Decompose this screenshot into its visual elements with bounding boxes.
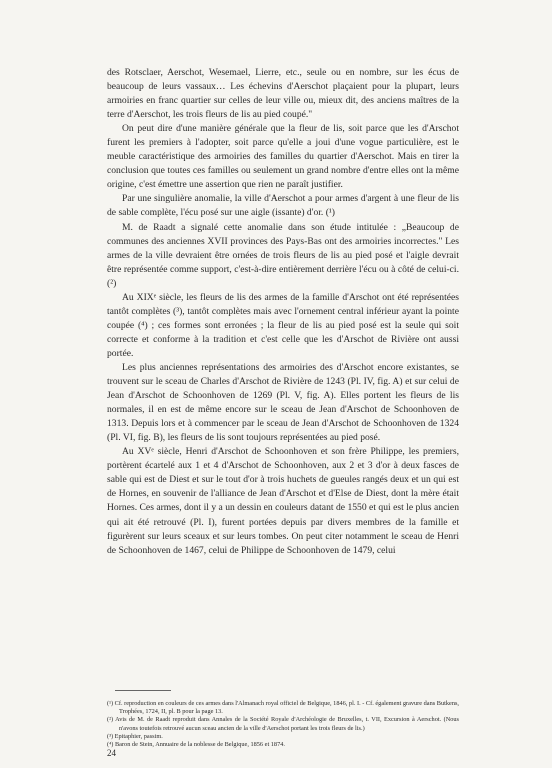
footnotes <box>107 700 459 749</box>
footnote-2: (²) Avis de M. de Raadt reproduit dans Annales de la Société Royale d'Archéologie de Bruxelles, t. VII, Excursion à Aerschot. (Nous n'avons toutefois retrouvé aucun sceau ancien de la ville d'Aerschot portant les trois fleurs de lis.) <box>107 716 459 732</box>
body-text <box>107 66 459 558</box>
footnote-4: (⁴) Baron de Stein, Annuaire de la noblesse de Belgique, 1856 et 1874. <box>107 741 285 749</box>
paragraph-7: Au XVᵉ siècle, Henri d'Arschot de Schoonhoven et son frère Philippe, les premiers, portèrent écartelé aux 1 et 4 d'Arschot de Schoonhoven, aux 2 et 3 d'or à deux fasces de sable qui est de Diest et sur le tout d'or à trois huchets de gueules rangés deux et un qui est de Hornes, en souvenir de l'alliance de Jean d'Arschot et d'Else de Diest, dont la mère était Hornes. Ces armes, dont il y a un dessin en couleurs datant de 1550 et qui est le plus ancien qui ait été retrouvé (Pl. I), furent portées depuis par divers membres de la famille et figurèrent sur leurs sceaux et sur leurs tombes. On peut citer notamment le sceau de Henri de Schoonhoven de 1467, celui de Philippe de Schoonhoven de 1479, celui <box>107 446 459 556</box>
paragraph-6: Les plus anciennes représentations des armoiries des d'Arschot encore existantes, se trouvent sur le sceau de Charles d'Arschot de Rivière de 1243 (Pl. IV, fig. A) et sur celui de Jean d'Arschot de Schoonhoven de 1269 (Pl. V, fig. A). Elles portent les fleurs de lis normales, il en est de même encore sur le sceau de Jean d'Arschot de Schoonhoven de 1313. Depuis lors et à commencer par le sceau de Jean d'Arschot de Schoonhoven de 1324 (Pl. VI, fig. B), les fleurs de lis sont toujours représentées au pied posé. <box>107 361 459 444</box>
page-number: 24 <box>107 748 116 758</box>
paragraph-4: M. de Raadt a signalé cette anomalie dans son étude intitulée : „Beaucoup de communes des anciennes XVII provinces des Pays-Bas ont des armoiries incorrectes." Les armes de la ville devraient être ornées de trois fleurs de lis au pied posé et l'aigle devrait être représentée comme support, c'est-à-dire entièrement derrière l'écu ou à côté de celui-ci. (²) <box>107 221 459 289</box>
paragraph-1: des Rotsclaer, Aerschot, Wesemael, Lierre, etc., seule ou en nombre, sur les écus de beaucoup de leurs vassaux… Les échevins d'Aerschot plaçaient pour la plupart, leurs armoiries en franc quartier sur celles de leur ville ou, mieux dit, des anciens maîtres de la terre d'Aerschot, les trois fleurs de lis au pied coupé." <box>107 67 459 121</box>
paragraph-5: Au XIXᵉ siècle, les fleurs de lis des armes de la famille d'Arschot ont été représentées tantôt complètes (³), tantôt complètes mais avec l'ornement central inférieur ayant la pointe coupée (⁴) ; ces formes sont erronées ; la fleur de lis au pied posé est la seule qui soit correcte et conforme à la tradition et c'est celle que les d'Arschot de Rivière ont aussi portée. <box>107 291 459 359</box>
paragraph-2: On peut dire d'une manière générale que la fleur de lis, soit parce que les d'Arschot furent les premiers à l'adopter, soit parce qu'elle a joui d'une vogue particulière, est le meuble caractéristique des armoiries des familles du quartier d'Aerschot. Mais en tirer la conclusion que toutes ces familles ou seulement un grand nombre d'entre elles ont la même origine, c'est émettre une assertion que rien ne paraît justifier. <box>107 123 459 191</box>
footnote-1: (¹) Cf. reproduction en couleurs de ces armes dans l'Almanach royal officiel de Belgique, 1846, pl. I. - Cf. également gravure dans Butkens, Trophées, 1724, II, pl. B pour la page 13. <box>107 700 459 716</box>
footnote-3: (³) Epitaphier, passim. <box>107 732 163 740</box>
footnote-divider <box>115 690 171 691</box>
paragraph-3: Par une singulière anomalie, la ville d'Aerschot a pour armes d'argent à une fleur de lis de sable complète, l'écu posé sur une aigle (issante) d'or. (¹) <box>107 193 459 219</box>
